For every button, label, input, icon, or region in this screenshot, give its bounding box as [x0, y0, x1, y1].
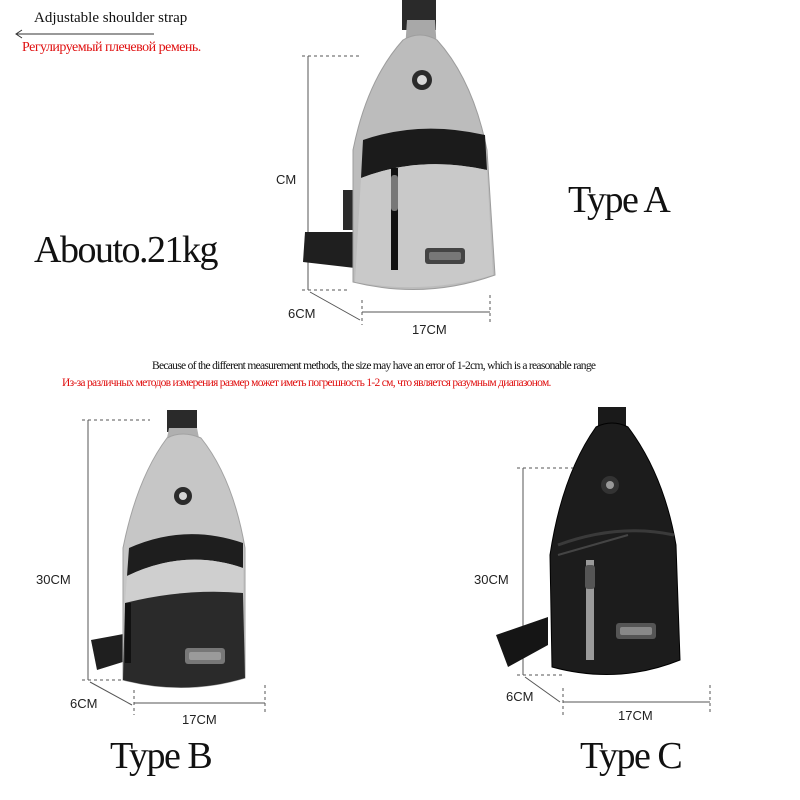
strap-note-ru: Регулируемый плечевой ремень. [22, 40, 201, 55]
height-label-b: 30CM [36, 572, 71, 587]
sling-bag-image-b [85, 408, 285, 708]
width-label-c: 17CM [618, 708, 653, 723]
depth-label-b: 6CM [70, 696, 98, 711]
strap-arrow-icon [14, 28, 114, 40]
depth-label-c: 6CM [506, 689, 534, 704]
type-label-b: Type B [110, 735, 212, 777]
sling-bag-image-c [488, 405, 708, 705]
height-label-a: CM [276, 172, 297, 187]
type-label-a: Type A [568, 179, 670, 221]
disclaimer-en: Because of the different measurement methods, the size may have an error of 1-2cm, which is a reasonable range [152, 360, 596, 372]
depth-label-a: 6CM [288, 306, 316, 321]
type-label-c: Type C [580, 735, 682, 777]
disclaimer-ru: Из-за различных методов измерения размер может иметь погрешность 1-2 см, что является разумным диапазоном. [62, 377, 551, 389]
strap-note-en: Adjustable shoulder strap [34, 10, 188, 26]
height-label-c: 30CM [474, 572, 509, 587]
sling-bag-image-a [295, 0, 515, 300]
width-label-a: 17CM [412, 322, 447, 337]
width-label-b: 17CM [182, 712, 217, 727]
weight-label: Abouto.21kg [34, 229, 217, 271]
